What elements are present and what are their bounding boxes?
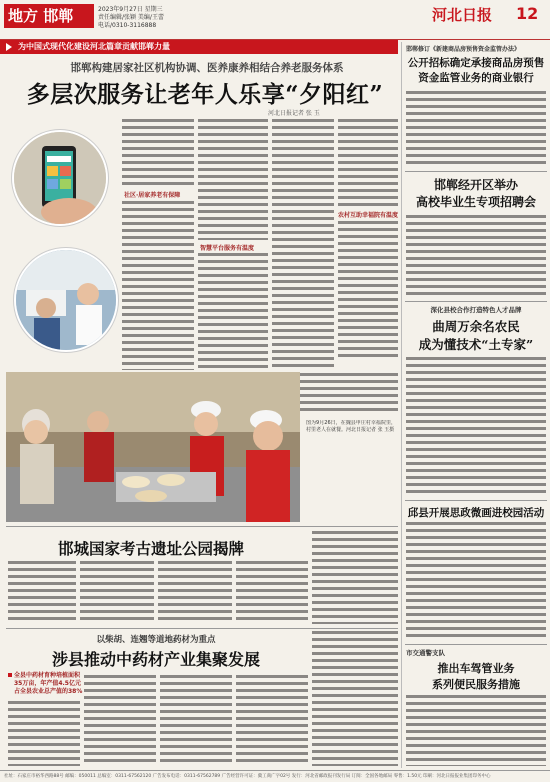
right-item1-headline: 公开招标确定承接商品房预售资金监管业务的商业银行 [407,57,545,84]
herb-kicker: 以柴胡、连翘等道地药材为重点 [96,635,216,645]
lead-kicker: 邯郸构建居家社区机构协调、医养康养相结合养老服务体系 [70,62,344,74]
right-item2-headline-line1: 邯郸经开区举办 [433,178,518,192]
right-item3-kicker: 深化县校合作打造特色人才品牌 [430,306,522,314]
right-item5-kicker: 市交通警支队 [406,649,445,657]
herb-headline: 涉县推动中药材产业集聚发展 [51,650,260,669]
date-line: 2023年9月27日 星期三 [98,6,163,13]
editor-line: 责任编辑/张颖 美编/王蕾 [98,14,164,21]
divider-right1 [405,171,547,172]
masthead [0,0,550,40]
right-item5-text [406,694,546,766]
right-item2-headline-line2: 高校毕业生专项招聘会 [415,195,536,209]
herb-text-col1 [8,700,80,766]
archaeology-text-col3 [158,560,232,624]
archaeology-text-col5 [312,530,398,624]
herb-text-col2 [84,674,156,766]
lead-headline: 多层次服务让老年人乐享“夕阳红” [26,81,384,108]
right-item2-text [406,214,546,298]
slogan-banner: 为中国式现代化建设河北篇章贡献邯郸力量 [0,40,398,54]
right-item4-text [406,521,546,641]
herb-text-col5 [312,630,398,766]
lead-text-col4b [338,220,398,360]
date-info [98,6,218,30]
page-number: 12 [516,4,539,23]
newspaper-logo: 河北日报 [432,6,493,24]
divider-lead [6,526,398,527]
phone-app-photo [12,130,108,226]
subhead-community: 社区·居家养老有保障 [124,192,181,199]
clinic-illustration [16,250,118,352]
herb-stat-2: 35万亩，年产值4.5亿元 [14,680,81,687]
phone-app-illustration [14,132,108,226]
divider-right2 [405,301,547,302]
phone-line: 电话/0310-3116888 [98,22,157,29]
right-item3-text [406,356,546,496]
lead-text-col1 [122,118,194,186]
herb-text-col3 [160,674,232,766]
lead-text-col4 [338,118,398,206]
right-item5-headline-line2: 系列便民服务措施 [432,678,520,691]
right-column-divider [401,42,402,768]
herb-stat-1: 全县中药材育种培植面积 [8,672,118,680]
divider-archaeology [6,628,398,629]
section-title: 地方 邯郸 [4,4,94,28]
right-item1-kicker: 邯郸修订《新建商品房预售资金监管办法》 [406,46,521,53]
archaeology-headline: 邯城国家考古遗址公园揭牌 [57,539,244,558]
divider-right4 [405,644,547,645]
lead-byline: 河北日报记者 张 玉 [268,110,320,117]
right-item5-headline-line1: 推出车驾管业务 [437,662,515,675]
lead-photo [6,372,300,522]
subhead-smart-platform: 智慧平台服务有温度 [200,245,255,252]
right-item1-text [406,90,546,168]
right-item3-headline-line1: 曲周万余名农民 [432,319,520,334]
right-item3-headline-line2: 成为懂技术“土专家” [418,337,534,352]
lead-text-col2 [198,118,268,240]
lead-text-col2b [198,252,268,370]
divider-right3 [405,500,547,501]
lead-text-col1b [122,200,194,370]
photo-caption: 图为9月26日，在魏县申庄村幸福院里，村里老人在就餐。河北日报记者 张 玉摄 [306,420,396,433]
dining-elderly-illustration [6,372,300,522]
herb-stat-3: 占全县农业总产值的38% [14,688,83,695]
subhead-rural-homes: 农村互助幸福院有温度 [338,212,399,219]
right-item4-headline: 邱县开展思政微画进校园活动 [407,507,545,519]
archaeology-text-col4 [236,560,308,624]
bullet-icon [8,673,12,677]
doctor-photo [14,248,118,352]
archaeology-text-col1 [8,560,76,624]
herb-text-col4 [236,674,308,766]
lead-text-col3 [272,118,334,370]
footer-imprint: 社址：石家庄市裕华西路88号 邮编：050011 总编室：0311-67562120 广告发布电话：0311-67562789 广告经营许可证：冀工商广字02号 发行：河北省邮政报刊发行局 订阅：全国各地邮局 零售：1.50元 印刷：河北日报报业集团印务中心 [0,770,550,782]
archaeology-text-col2 [80,560,154,624]
